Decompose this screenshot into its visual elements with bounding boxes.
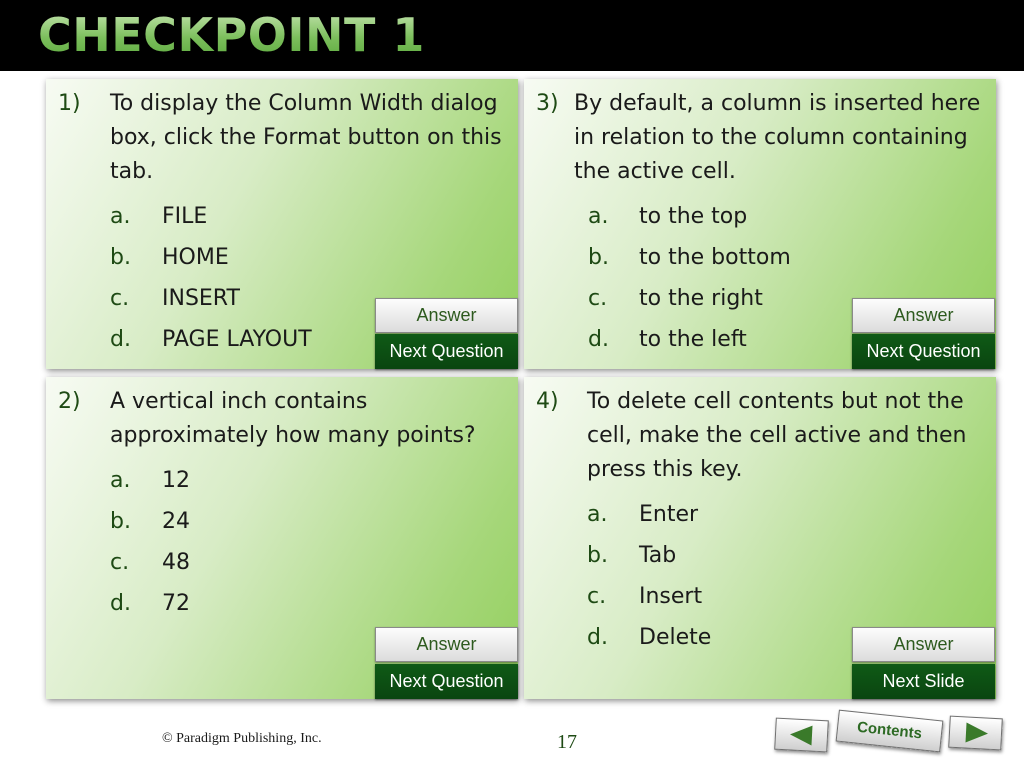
slide-title: CHECKPOINT 1 [38, 8, 425, 62]
option-letter: d. [588, 327, 609, 352]
question-text: To delete cell contents but not the cell, make the cell active and then press this key. [587, 389, 967, 482]
option-text: Delete [639, 625, 712, 650]
triangle-right-icon [965, 723, 988, 744]
question-number: 2) [58, 389, 81, 414]
option-b [536, 535, 981, 576]
option-text: to the right [639, 286, 763, 311]
option-letter: c. [110, 550, 130, 575]
question-number: 3) [536, 91, 559, 116]
option-a [536, 196, 981, 237]
option-letter: d. [110, 591, 131, 616]
option-letter: b. [110, 509, 131, 534]
previous-slide-button[interactable] [774, 718, 829, 753]
next-slide-button[interactable]: Next Slide [852, 664, 995, 699]
option-text: FILE [162, 204, 208, 229]
option-b [536, 237, 981, 278]
option-letter: d. [110, 327, 131, 352]
option-c [58, 542, 503, 583]
option-letter: a. [588, 204, 609, 229]
option-text: to the left [639, 327, 747, 352]
next-question-button-2[interactable]: Next Question [375, 664, 518, 699]
next-slide-nav-button[interactable] [948, 716, 1003, 751]
page-number: 17 [557, 731, 577, 753]
option-a [58, 460, 503, 501]
option-text: to the bottom [639, 245, 791, 270]
answer-button-4[interactable]: Answer [852, 627, 995, 662]
option-letter: b. [110, 245, 131, 270]
option-text: Insert [639, 584, 703, 609]
option-d [58, 583, 503, 624]
title-bar [0, 0, 1024, 71]
answer-button-2[interactable]: Answer [375, 627, 518, 662]
option-letter: a. [587, 502, 608, 527]
option-text: 48 [162, 550, 190, 575]
answer-button-1[interactable]: Answer [375, 298, 518, 333]
option-text: 12 [162, 468, 190, 493]
option-a [536, 494, 981, 535]
option-letter: b. [588, 245, 609, 270]
next-question-button-3[interactable]: Next Question [852, 334, 995, 369]
next-question-button-1[interactable]: Next Question [375, 334, 518, 369]
option-list [58, 460, 503, 624]
option-letter: a. [110, 204, 131, 229]
contents-button[interactable] [836, 710, 944, 753]
question-text: A vertical inch contains approximately how many points? [110, 389, 476, 448]
option-letter: a. [110, 468, 131, 493]
option-a [58, 196, 503, 237]
copyright-notice: © Paradigm Publishing, Inc. [162, 731, 322, 746]
question-number: 4) [536, 389, 559, 414]
option-text: to the top [639, 204, 748, 229]
option-c [536, 576, 981, 617]
option-text: 24 [162, 509, 190, 534]
question-4 [536, 385, 981, 658]
question-number: 1) [58, 91, 81, 116]
answer-button-3[interactable]: Answer [852, 298, 995, 333]
option-letter: c. [587, 584, 607, 609]
question-text: To display the Column Width dialog box, click the Format button on this tab. [110, 91, 502, 184]
option-text: Enter [639, 502, 699, 527]
option-text: INSERT [162, 286, 240, 311]
question-text: By default, a column is inserted here in relation to the column containing the active cell. [574, 91, 981, 184]
option-letter: d. [587, 625, 608, 650]
question-2 [58, 385, 503, 624]
option-letter: c. [588, 286, 608, 311]
option-b [58, 501, 503, 542]
contents-label: Contents [856, 718, 923, 743]
option-text: PAGE LAYOUT [162, 327, 312, 352]
option-text: HOME [162, 245, 229, 270]
option-text: Tab [639, 543, 677, 568]
option-letter: c. [110, 286, 130, 311]
option-b [58, 237, 503, 278]
option-text: 72 [162, 591, 190, 616]
triangle-left-icon [789, 724, 812, 745]
option-letter: b. [587, 543, 608, 568]
